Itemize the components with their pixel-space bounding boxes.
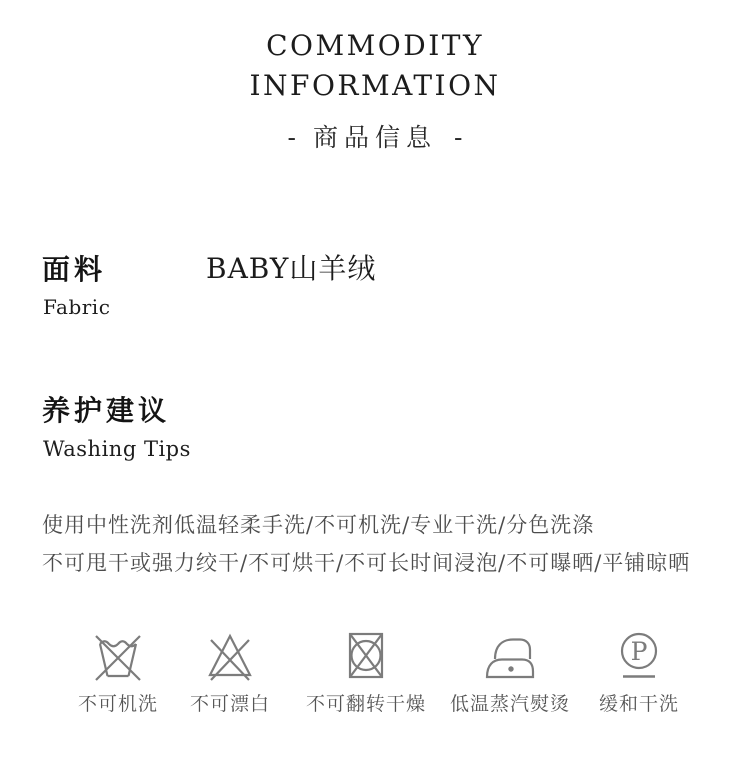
title-line-1: COMMODITY [266, 29, 484, 62]
care-item-no-tumble-dry [296, 620, 436, 715]
svg-text:P: P [630, 637, 648, 666]
washing-tips-heading-en: Washing Tips [43, 437, 191, 461]
washing-tips-line-1: 使用中性洗剂低温轻柔手洗/不可机洗/专业干洗/分色洗涤 [42, 513, 595, 537]
fabric-value: BABY山羊绒 [206, 252, 377, 285]
washing-tips-line-2: 不可甩干或强力绞干/不可烘干/不可长时间浸泡/不可曝晒/平铺晾晒 [42, 551, 691, 575]
gentle-dry-clean-icon [609, 620, 669, 684]
fabric-heading-en: Fabric [43, 295, 111, 319]
care-label: 不可漂白 [189, 693, 270, 715]
title-line-2: INFORMATION [249, 69, 501, 102]
care-item-no-bleach [160, 620, 300, 715]
care-label: 低温蒸汽熨烫 [449, 693, 570, 715]
subtitle-dash-right: - [454, 123, 463, 152]
care-label: 缓和干洗 [598, 693, 679, 715]
iron-low-steam-icon [480, 620, 540, 684]
fabric-heading-cn: 面料 [42, 254, 107, 285]
care-item-gentle-dry-clean [569, 620, 709, 715]
subtitle-dash-left: - [287, 123, 296, 152]
washing-tips-heading-cn: 养护建议 [42, 395, 171, 426]
no-tumble-dry-icon [336, 620, 396, 684]
no-bleach-icon [200, 620, 260, 684]
no-machine-wash-icon [88, 620, 148, 684]
care-label: 不可翻转干燥 [305, 693, 426, 715]
subtitle-text: 商品信息 [312, 123, 437, 152]
care-item-iron-low-steam [440, 620, 580, 715]
page-title [0, 26, 750, 106]
subtitle [0, 121, 750, 155]
care-label: 不可机洗 [77, 693, 158, 715]
washing-tips-text [42, 506, 722, 582]
